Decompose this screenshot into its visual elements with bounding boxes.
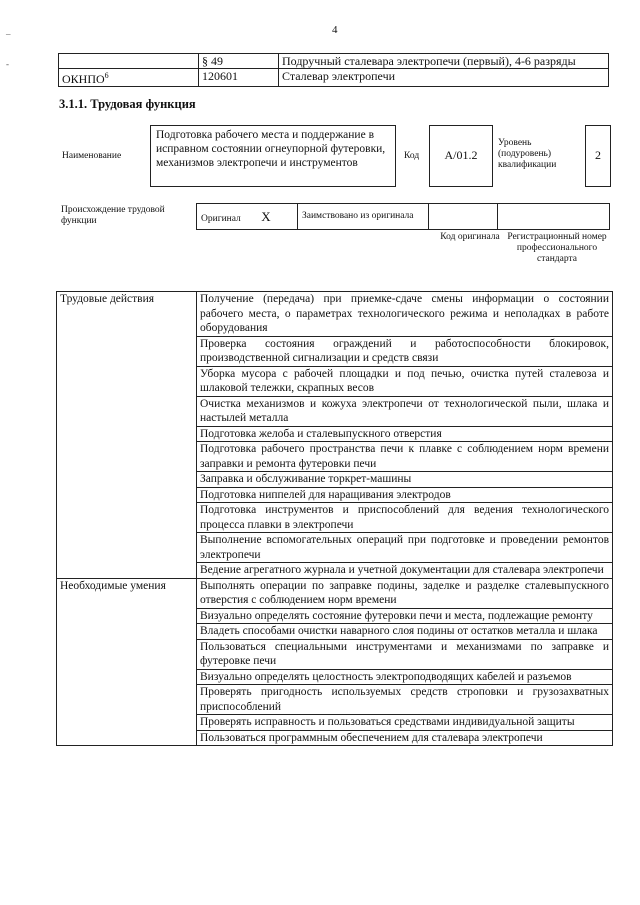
qualification-level-label: Уровень (подуровень) квалификации — [498, 138, 557, 170]
name-label: Наименование — [62, 151, 122, 161]
list-item: Проверка состояния ограждений и работоспособности блокировок, производственной сигнализации и средств связи — [197, 336, 613, 366]
original-label: Оригинал — [201, 213, 241, 224]
codes-row — [59, 54, 609, 69]
name-cell: Подручный сталевара электропечи (первый), 4-6 разряды — [279, 54, 609, 69]
section-label: Трудовые действия — [57, 292, 197, 579]
original-cell — [197, 204, 298, 230]
list-item: Получение (передача) при приемке-сдаче смены информации о состоянии рабочего места, о параметрах технологического режима и неполадках в работе оборудования — [197, 292, 613, 337]
list-item: Визуально определять состояние футеровки печи и места, подлежащие ремонту — [197, 608, 613, 624]
classifier-name: ОКНПО — [62, 72, 105, 86]
list-item: Выполнение вспомогательных операций при подготовке и проведении ремонтов электропечи — [197, 533, 613, 563]
function-code-box: A/01.2 — [429, 125, 493, 187]
page-number: 4 — [332, 24, 338, 36]
list-item: Выполнять операции по заправке подины, заделке и разделке сталевыпускного отверстия с соблюдением норм времени — [197, 578, 613, 608]
function-name-box: Подготовка рабочего места и поддержание в исправном состоянии огнеупорной футеровки, механизмов электропечи и инструментов — [150, 125, 396, 187]
qualification-level-box: 2 — [585, 125, 611, 187]
name-cell: Сталевар электропечи — [279, 69, 609, 87]
classifier-cell — [59, 69, 199, 87]
list-item: Пользоваться специальными инструментами и механизмами по заправке и футеровке печи — [197, 639, 613, 669]
reg-number-caption: Регистрационный номер профессионального стандарта — [507, 232, 607, 264]
list-item: Проверять пригодность используемых средств строповки и грузозахватных приспособлений — [197, 685, 613, 715]
list-item: Заправка и обслуживание торкрет-машины — [197, 472, 613, 488]
margin-mark: – — [6, 29, 11, 39]
margin-mark: - — [6, 59, 9, 69]
list-item: Визуально определять целостность электроподводящих кабелей и разъемов — [197, 669, 613, 685]
origin-table — [196, 203, 610, 230]
table-row — [57, 578, 613, 608]
original-mark: X — [261, 208, 271, 224]
list-item: Владеть способами очистки наварного слоя подины от остатков металла и шлака — [197, 624, 613, 640]
list-item: Ведение агрегатного журнала и учетной документации для сталевара электропечи — [197, 563, 613, 579]
code-label: Код — [404, 151, 420, 161]
code-cell: 120601 — [199, 69, 279, 87]
origin-label: Происхождение трудовой функции — [61, 205, 165, 226]
borrowed-cell: Заимствовано из оригинала — [298, 204, 429, 230]
list-item: Очистка механизмов и кожуха электропечи от технологической пыли, шлака и настылей металла — [197, 396, 613, 426]
labor-function-table — [56, 291, 613, 746]
list-item: Уборка мусора с рабочей площадки и под печью, очистка путей сталевоза и шлаковой тележки, скрапных весов — [197, 366, 613, 396]
list-item: Подготовка рабочего пространства печи к плавке с соблюдением норм времени заправки и ремонта футеровки печи — [197, 442, 613, 472]
list-item: Пользоваться программным обеспечением для сталевара электропечи — [197, 730, 613, 746]
labor-function-body — [57, 292, 613, 746]
list-item: Подготовка желоба и сталевыпускного отверстия — [197, 426, 613, 442]
section-label: Необходимые умения — [57, 578, 197, 746]
code-cell: § 49 — [199, 54, 279, 69]
section-title: 3.1.1. Трудовая функция — [59, 97, 196, 111]
codes-table — [58, 53, 609, 87]
original-code-cell — [429, 204, 498, 230]
list-item: Проверять исправность и пользоваться средствами индивидуальной защиты — [197, 715, 613, 731]
reg-number-cell — [498, 204, 610, 230]
table-row — [57, 292, 613, 337]
list-item: Подготовка ниппелей для наращивания электродов — [197, 487, 613, 503]
codes-row — [59, 69, 609, 87]
original-code-caption: Код оригинала — [440, 232, 500, 242]
list-item: Подготовка инструментов и приспособлений для ведения технологического процесса плавки в электропечи — [197, 503, 613, 533]
classifier-cell — [59, 54, 199, 69]
footnote-ref: 6 — [104, 71, 109, 80]
